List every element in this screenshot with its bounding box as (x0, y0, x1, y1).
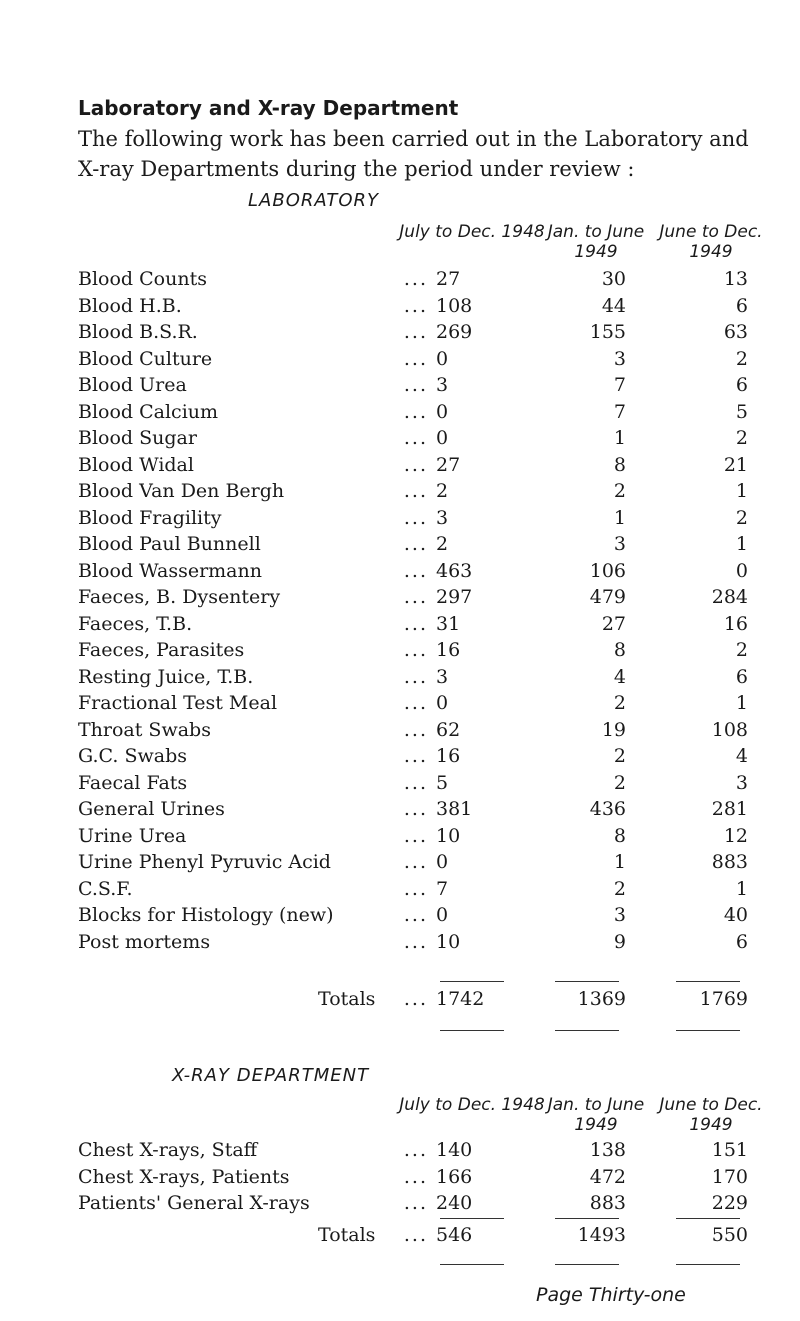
value-jan-jun-1949: 2 (613, 745, 626, 767)
value-jun-dec-1949: 151 (711, 1139, 748, 1161)
lab-col-head-3: June to Dec. 1949 (659, 222, 763, 262)
value-jul-dec-1948: 2 (436, 480, 449, 502)
value-jan-jun-1949: 19 (601, 718, 626, 741)
xray-col-head-1: July to Dec. 1948 (399, 1095, 545, 1115)
value-jul-dec-1948: 5 (436, 771, 449, 794)
value-jun-dec-1949: 4 (735, 745, 748, 767)
value-jun-dec-1949: 229 (711, 1192, 748, 1214)
row-label: Blocks for Histology (new) (78, 904, 334, 926)
table-row (78, 692, 758, 718)
table-row (78, 1166, 758, 1192)
row-label: Blood Counts (78, 268, 207, 290)
row-label: Blood H.B. (78, 294, 182, 317)
value-jan-jun-1949: 1 (613, 427, 626, 449)
value-jul-dec-1948: 16 (436, 745, 461, 767)
table-row (78, 348, 758, 374)
row-label: Blood Fragility (78, 506, 222, 529)
xray-rule-3 (676, 1218, 740, 1219)
value-jul-dec-1948: 0 (436, 427, 449, 449)
table-row (78, 321, 758, 347)
table-row (78, 825, 758, 851)
leader-dots: ... (403, 930, 428, 953)
value-jan-jun-1949: 4 (613, 665, 626, 688)
value-jul-dec-1948: 3 (436, 665, 449, 688)
table-row (78, 427, 758, 453)
lab-totals-v2: 1369 (577, 988, 626, 1010)
value-jun-dec-1949: 284 (711, 586, 748, 608)
value-jan-jun-1949: 27 (601, 612, 626, 635)
value-jan-jun-1949: 3 (613, 904, 626, 926)
leader-dots: ... (403, 427, 428, 449)
table-row (78, 454, 758, 480)
table-row (78, 533, 758, 559)
value-jun-dec-1949: 13 (723, 268, 748, 290)
row-label: G.C. Swabs (78, 745, 187, 767)
value-jan-jun-1949: 44 (601, 294, 626, 317)
value-jan-jun-1949: 138 (589, 1139, 626, 1161)
table-row (78, 851, 758, 877)
leader-dots: ... (403, 1139, 428, 1161)
row-label: Fractional Test Meal (78, 692, 278, 714)
table-row (78, 719, 758, 745)
xray-col-head-2: Jan. to June 1949 (547, 1095, 645, 1135)
table-row (78, 613, 758, 639)
value-jul-dec-1948: 3 (436, 506, 449, 529)
table-row (78, 745, 758, 771)
value-jun-dec-1949: 170 (711, 1165, 748, 1188)
leader-dots: ... (403, 294, 428, 317)
xray-rule-2 (555, 1218, 619, 1219)
leader-dots: ... (403, 400, 428, 423)
value-jun-dec-1949: 3 (735, 771, 748, 794)
value-jan-jun-1949: 8 (613, 639, 626, 661)
value-jan-jun-1949: 2 (613, 877, 626, 900)
leader-dots: ... (403, 798, 428, 820)
table-row (78, 295, 758, 321)
leader-dots: ... (403, 745, 428, 767)
value-jan-jun-1949: 30 (601, 268, 626, 290)
value-jul-dec-1948: 381 (436, 798, 473, 820)
row-label: C.S.F. (78, 877, 133, 900)
value-jul-dec-1948: 10 (436, 930, 461, 953)
value-jan-jun-1949: 8 (613, 453, 626, 476)
xray-title: X-RAY DEPARTMENT (172, 1065, 370, 1086)
row-label: Blood Urea (78, 374, 187, 396)
value-jul-dec-1948: 62 (436, 718, 461, 741)
value-jun-dec-1949: 281 (711, 798, 748, 820)
value-jun-dec-1949: 16 (723, 612, 748, 635)
row-label: Blood Sugar (78, 427, 197, 449)
value-jun-dec-1949: 12 (723, 824, 748, 847)
page-heading: Laboratory and X-ray Department (78, 96, 459, 120)
row-label: Throat Swabs (78, 718, 211, 741)
row-label: Blood B.S.R. (78, 321, 198, 343)
leader-dots: ... (403, 904, 428, 926)
value-jun-dec-1949: 1 (735, 877, 748, 900)
value-jun-dec-1949: 5 (735, 400, 748, 423)
table-row (78, 1192, 758, 1218)
value-jul-dec-1948: 297 (436, 586, 473, 608)
lab-rule-5 (555, 1030, 619, 1031)
row-label: Blood Culture (78, 347, 213, 370)
row-label: Chest X-rays, Patients (78, 1165, 290, 1188)
leader-dots: ... (403, 665, 428, 688)
value-jul-dec-1948: 166 (436, 1165, 473, 1188)
table-row (78, 878, 758, 904)
value-jan-jun-1949: 7 (613, 400, 626, 423)
row-label: Chest X-rays, Staff (78, 1139, 258, 1161)
page-footer: Page Thirty-one (536, 1284, 686, 1306)
lab-totals-label: Totals (318, 988, 376, 1010)
table-row (78, 798, 758, 824)
leader-dots: ... (403, 347, 428, 370)
row-label: General Urines (78, 798, 225, 820)
value-jan-jun-1949: 1 (613, 506, 626, 529)
xray-rule-1 (440, 1218, 504, 1219)
lab-rule-2 (555, 981, 619, 982)
value-jan-jun-1949: 7 (613, 374, 626, 396)
value-jun-dec-1949: 40 (723, 904, 748, 926)
xray-rule-6 (676, 1264, 740, 1265)
table-row (78, 931, 758, 957)
row-label: Urine Phenyl Pyruvic Acid (78, 851, 331, 873)
table-row (78, 1139, 758, 1165)
value-jul-dec-1948: 0 (436, 347, 449, 370)
value-jan-jun-1949: 9 (613, 930, 626, 953)
lab-totals-v3: 1769 (699, 988, 748, 1010)
value-jul-dec-1948: 140 (436, 1139, 473, 1161)
table-row (78, 666, 758, 692)
row-label: Faeces, B. Dysentery (78, 586, 281, 608)
lab-rule-6 (676, 1030, 740, 1031)
value-jan-jun-1949: 155 (589, 321, 626, 343)
leader-dots: ... (403, 533, 428, 555)
value-jan-jun-1949: 2 (613, 771, 626, 794)
value-jun-dec-1949: 21 (723, 453, 748, 476)
leader-dots: ... (403, 268, 428, 290)
table-row (78, 401, 758, 427)
xray-col-head-3: June to Dec. 1949 (659, 1095, 763, 1135)
leader-dots: ... (403, 1192, 428, 1214)
row-label: Blood Van Den Bergh (78, 480, 285, 502)
value-jul-dec-1948: 27 (436, 268, 461, 290)
value-jan-jun-1949: 2 (613, 480, 626, 502)
value-jun-dec-1949: 2 (735, 506, 748, 529)
value-jun-dec-1949: 1 (735, 480, 748, 502)
value-jun-dec-1949: 6 (735, 930, 748, 953)
leader-dots: ... (403, 453, 428, 476)
xray-totals-v1: 546 (436, 1224, 473, 1246)
leader-dots: ... (403, 824, 428, 847)
value-jun-dec-1949: 6 (735, 294, 748, 317)
value-jul-dec-1948: 0 (436, 904, 449, 926)
leader-dots: ... (403, 374, 428, 396)
table-row (78, 586, 758, 612)
value-jun-dec-1949: 63 (723, 321, 748, 343)
leader-dots: ... (403, 851, 428, 873)
value-jun-dec-1949: 2 (735, 347, 748, 370)
table-row (78, 639, 758, 665)
value-jul-dec-1948: 16 (436, 639, 461, 661)
lab-totals-row (78, 988, 758, 1014)
value-jul-dec-1948: 31 (436, 612, 461, 635)
xray-totals-v3: 550 (711, 1224, 748, 1246)
value-jan-jun-1949: 479 (589, 586, 626, 608)
value-jul-dec-1948: 269 (436, 321, 473, 343)
lab-rule-1 (440, 981, 504, 982)
value-jun-dec-1949: 2 (735, 639, 748, 661)
value-jul-dec-1948: 3 (436, 374, 449, 396)
leader-dots: ... (403, 718, 428, 741)
value-jul-dec-1948: 108 (436, 294, 473, 317)
value-jul-dec-1948: 27 (436, 453, 461, 476)
table-row (78, 772, 758, 798)
row-label: Resting Juice, T.B. (78, 665, 254, 688)
value-jun-dec-1949: 108 (711, 718, 748, 741)
value-jun-dec-1949: 6 (735, 374, 748, 396)
value-jan-jun-1949: 883 (589, 1192, 626, 1214)
xray-totals-v2: 1493 (577, 1224, 626, 1246)
leader-dots: ... (403, 612, 428, 635)
leader-dots: ... (403, 877, 428, 900)
value-jun-dec-1949: 1 (735, 692, 748, 714)
leader-dots: ... (403, 480, 428, 502)
table-row (78, 507, 758, 533)
table-row (78, 374, 758, 400)
lab-rule-3 (676, 981, 740, 982)
value-jul-dec-1948: 240 (436, 1192, 473, 1214)
value-jan-jun-1949: 472 (589, 1165, 626, 1188)
value-jan-jun-1949: 8 (613, 824, 626, 847)
row-label: Urine Urea (78, 824, 187, 847)
value-jun-dec-1949: 1 (735, 533, 748, 555)
row-label: Blood Widal (78, 453, 194, 476)
value-jun-dec-1949: 2 (735, 427, 748, 449)
value-jan-jun-1949: 3 (613, 347, 626, 370)
row-label: Faecal Fats (78, 771, 188, 794)
row-label: Faeces, T.B. (78, 612, 193, 635)
value-jun-dec-1949: 6 (735, 665, 748, 688)
row-label: Blood Calcium (78, 400, 219, 423)
leader-dots: ... (403, 639, 428, 661)
leader-dots: ... (403, 692, 428, 714)
xray-totals-row (78, 1224, 758, 1250)
value-jun-dec-1949: 0 (735, 559, 748, 582)
value-jan-jun-1949: 1 (613, 851, 626, 873)
leader-dots: ... (403, 1165, 428, 1188)
value-jul-dec-1948: 463 (436, 559, 473, 582)
value-jan-jun-1949: 2 (613, 692, 626, 714)
value-jul-dec-1948: 2 (436, 533, 449, 555)
row-label: Patients' General X-rays (78, 1192, 310, 1214)
intro-paragraph: The following work has been carried out in the Laboratory and X-ray Departments during the period under review : (78, 127, 749, 181)
table-row (78, 904, 758, 930)
table-row (78, 480, 758, 506)
row-label: Post mortems (78, 930, 211, 953)
xray-rule-5 (555, 1264, 619, 1265)
lab-rule-4 (440, 1030, 504, 1031)
row-label: Faeces, Parasites (78, 639, 245, 661)
laboratory-title: LABORATORY (248, 190, 380, 211)
value-jul-dec-1948: 0 (436, 851, 449, 873)
value-jan-jun-1949: 436 (589, 798, 626, 820)
leader-dots: ... (403, 771, 428, 794)
value-jul-dec-1948: 7 (436, 877, 449, 900)
leader-dots: ... (403, 321, 428, 343)
lab-totals-v1: 1742 (436, 988, 485, 1010)
lab-totals-dots: ... (403, 988, 428, 1010)
row-label: Blood Paul Bunnell (78, 533, 261, 555)
value-jul-dec-1948: 10 (436, 824, 461, 847)
xray-rule-4 (440, 1264, 504, 1265)
lab-col-head-1: July to Dec. 1948 (399, 222, 545, 242)
row-label: Blood Wassermann (78, 559, 262, 582)
lab-col-head-2: Jan. to June 1949 (547, 222, 645, 262)
value-jul-dec-1948: 0 (436, 692, 449, 714)
table-row (78, 560, 758, 586)
value-jul-dec-1948: 0 (436, 400, 449, 423)
value-jan-jun-1949: 106 (589, 559, 626, 582)
value-jun-dec-1949: 883 (711, 851, 748, 873)
leader-dots: ... (403, 559, 428, 582)
xray-totals-label: Totals (318, 1224, 376, 1246)
value-jan-jun-1949: 3 (613, 533, 626, 555)
xray-totals-dots: ... (403, 1224, 428, 1246)
leader-dots: ... (403, 506, 428, 529)
table-row (78, 268, 758, 294)
leader-dots: ... (403, 586, 428, 608)
